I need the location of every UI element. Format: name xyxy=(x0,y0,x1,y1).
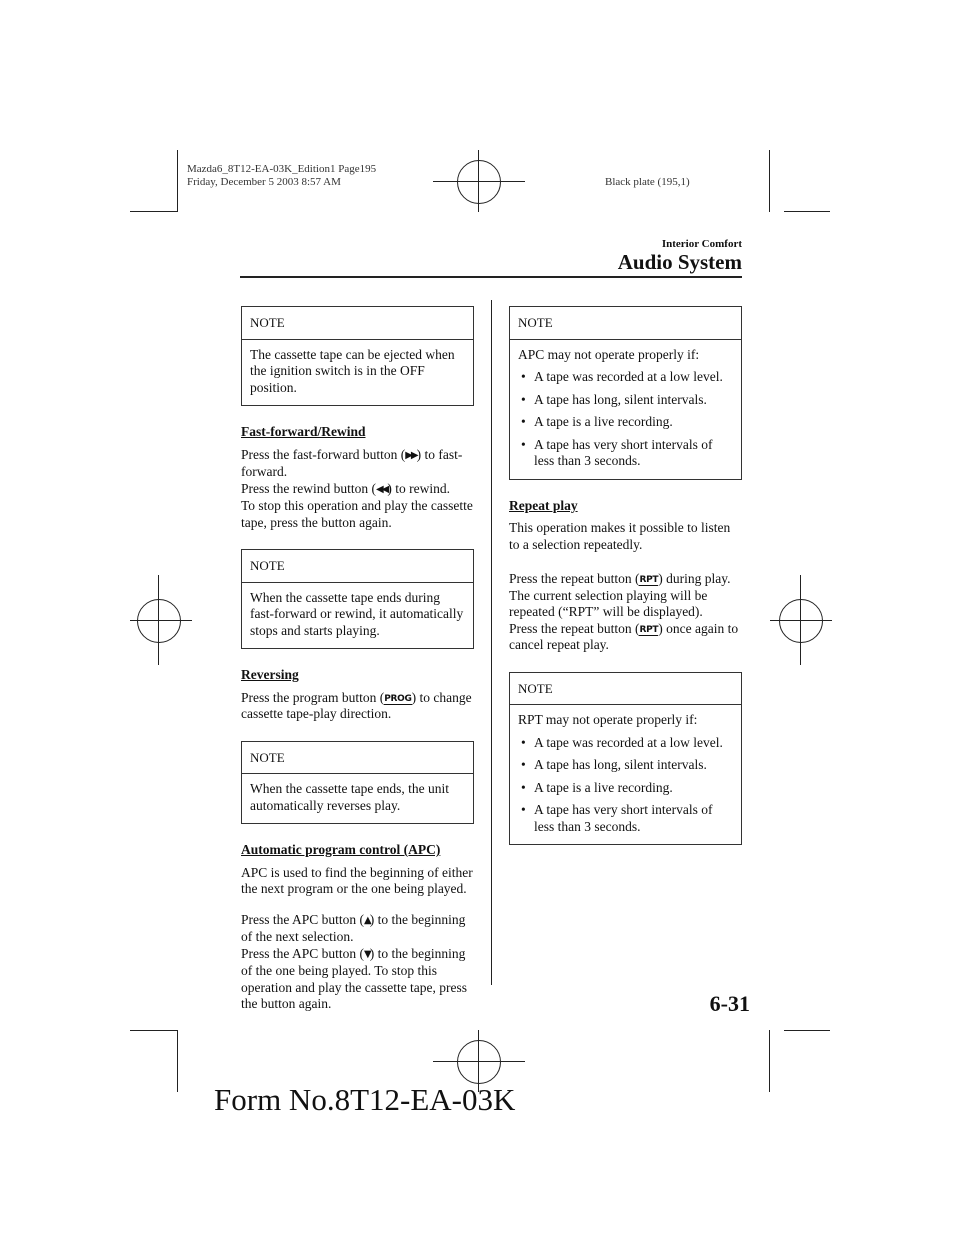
repeat-buttons-text: Press the repeat button (RPT) during play. The current selection playing will be repeated (“RPT” will be displayed). Press the repeat button (RPT) once again to cancel repeat play. xyxy=(509,571,739,652)
crop-mark xyxy=(130,1030,178,1031)
down-triangle-icon: ▼ xyxy=(364,948,370,960)
apc-heading: Automatic program control (APC) xyxy=(241,842,441,857)
print-meta xyxy=(187,163,376,189)
repeat-text: This operation makes it possible to listen to a selection repeatedly. xyxy=(509,520,731,552)
section-title: Audio System xyxy=(617,250,742,274)
apc-text: APC is used to find the beginning of either the next program or the one being played. xyxy=(241,864,473,896)
note-intro: APC may not operate properly if: xyxy=(518,346,700,362)
print-meta-file: Mazda6_8T12-EA-03K_Edition1 Page195 xyxy=(187,163,377,175)
bullet-icon: • xyxy=(521,369,526,384)
repeat-heading: Repeat play xyxy=(509,497,578,513)
registration-target xyxy=(779,599,823,643)
crop-mark xyxy=(769,1030,770,1092)
list-item: • A tape has very short intervals of less than 3 seconds. xyxy=(521,802,713,834)
registration-target xyxy=(130,620,192,621)
fast-forward-icon: ▶▶ xyxy=(405,449,417,461)
bullet-icon: • xyxy=(521,734,526,750)
rpt-button-icon: RPT xyxy=(639,624,659,635)
note-box xyxy=(241,741,474,825)
note-text: The cassette tape can be ejected when the ignition switch is in the OFF position. xyxy=(250,346,455,395)
section-label: Interior Comfort xyxy=(661,238,742,250)
registration-target xyxy=(433,1061,525,1062)
note-box xyxy=(241,549,474,649)
rpt-button-icon: RPT xyxy=(639,575,659,585)
bullet-icon: • xyxy=(521,757,526,772)
column-divider xyxy=(491,300,492,985)
bullet-icon: • xyxy=(521,779,526,795)
crop-mark xyxy=(784,1030,830,1031)
note-label: NOTE xyxy=(242,550,473,583)
registration-target xyxy=(457,160,501,204)
registration-target xyxy=(137,599,181,643)
bullet-icon: • xyxy=(521,391,526,407)
note-intro: RPT may not operate properly if: xyxy=(518,712,698,727)
list-item: • A tape has very short intervals of less than 3 seconds. xyxy=(521,436,713,468)
list-item: • A tape was recorded at a low level. xyxy=(521,734,723,750)
bullet-icon: • xyxy=(521,802,526,817)
reversing-heading: Reversing xyxy=(241,667,299,682)
registration-target xyxy=(433,181,525,182)
form-number: Form No.8T12-EA-03K xyxy=(214,1082,516,1117)
list-item: • A tape was recorded at a low level. xyxy=(521,369,723,384)
plate-label: Black plate (195,1) xyxy=(605,176,690,188)
note-list xyxy=(518,369,733,470)
crop-mark xyxy=(769,150,770,212)
list-item: • A tape has long, silent intervals. xyxy=(521,391,707,407)
note-text: When the cassette tape ends during fast-forward or rewind, it automatically stops and starts playing. xyxy=(250,589,464,638)
note-label: NOTE xyxy=(510,307,741,340)
crop-mark xyxy=(177,1030,178,1092)
header-rule xyxy=(240,276,742,278)
registration-target xyxy=(457,1040,501,1084)
right-column xyxy=(509,306,742,845)
list-item: • A tape is a live recording. xyxy=(521,779,673,795)
registration-target xyxy=(770,620,832,621)
crop-mark xyxy=(177,150,178,212)
note-label: NOTE xyxy=(242,742,473,775)
note-box xyxy=(509,306,742,480)
note-label: NOTE xyxy=(510,673,741,706)
page-number: 6-31 xyxy=(709,991,750,1016)
prog-button-icon: PROG xyxy=(384,693,412,704)
note-text: When the cassette tape ends, the unit automatically reverses play. xyxy=(250,781,450,813)
note-box xyxy=(509,672,742,846)
note-label: NOTE xyxy=(242,307,473,340)
print-meta-date: Friday, December 5 2003 8:57 AM xyxy=(187,176,341,188)
note-box xyxy=(241,306,474,406)
left-column xyxy=(241,306,474,1027)
crop-mark xyxy=(784,211,830,212)
fast-forward-text: Press the fast-forward button (▶▶) to fast-forward. Press the rewind button (◀◀) to rewind. To stop this operation and play the cassette tape, press the button again. xyxy=(241,446,473,530)
reversing-text: Press the program button (PROG) to change cassette tape-play direction. xyxy=(241,689,472,721)
note-list xyxy=(518,735,733,836)
apc-buttons-text: Press the APC button (▲) to the beginning of the next selection. Press the APC button (▼) to the beginning of the one being played. To stop this operation and play the cassette tape, press the button again. xyxy=(241,911,468,1011)
list-item: • A tape is a live recording. xyxy=(521,414,673,429)
list-item: • A tape has long, silent intervals. xyxy=(521,757,707,772)
fast-forward-heading: Fast-forward/Rewind xyxy=(241,424,366,439)
bullet-icon: • xyxy=(521,436,526,452)
bullet-icon: • xyxy=(521,414,526,429)
crop-mark xyxy=(130,211,178,212)
rewind-icon: ◀◀ xyxy=(375,483,388,495)
up-triangle-icon: ▲ xyxy=(364,914,370,926)
